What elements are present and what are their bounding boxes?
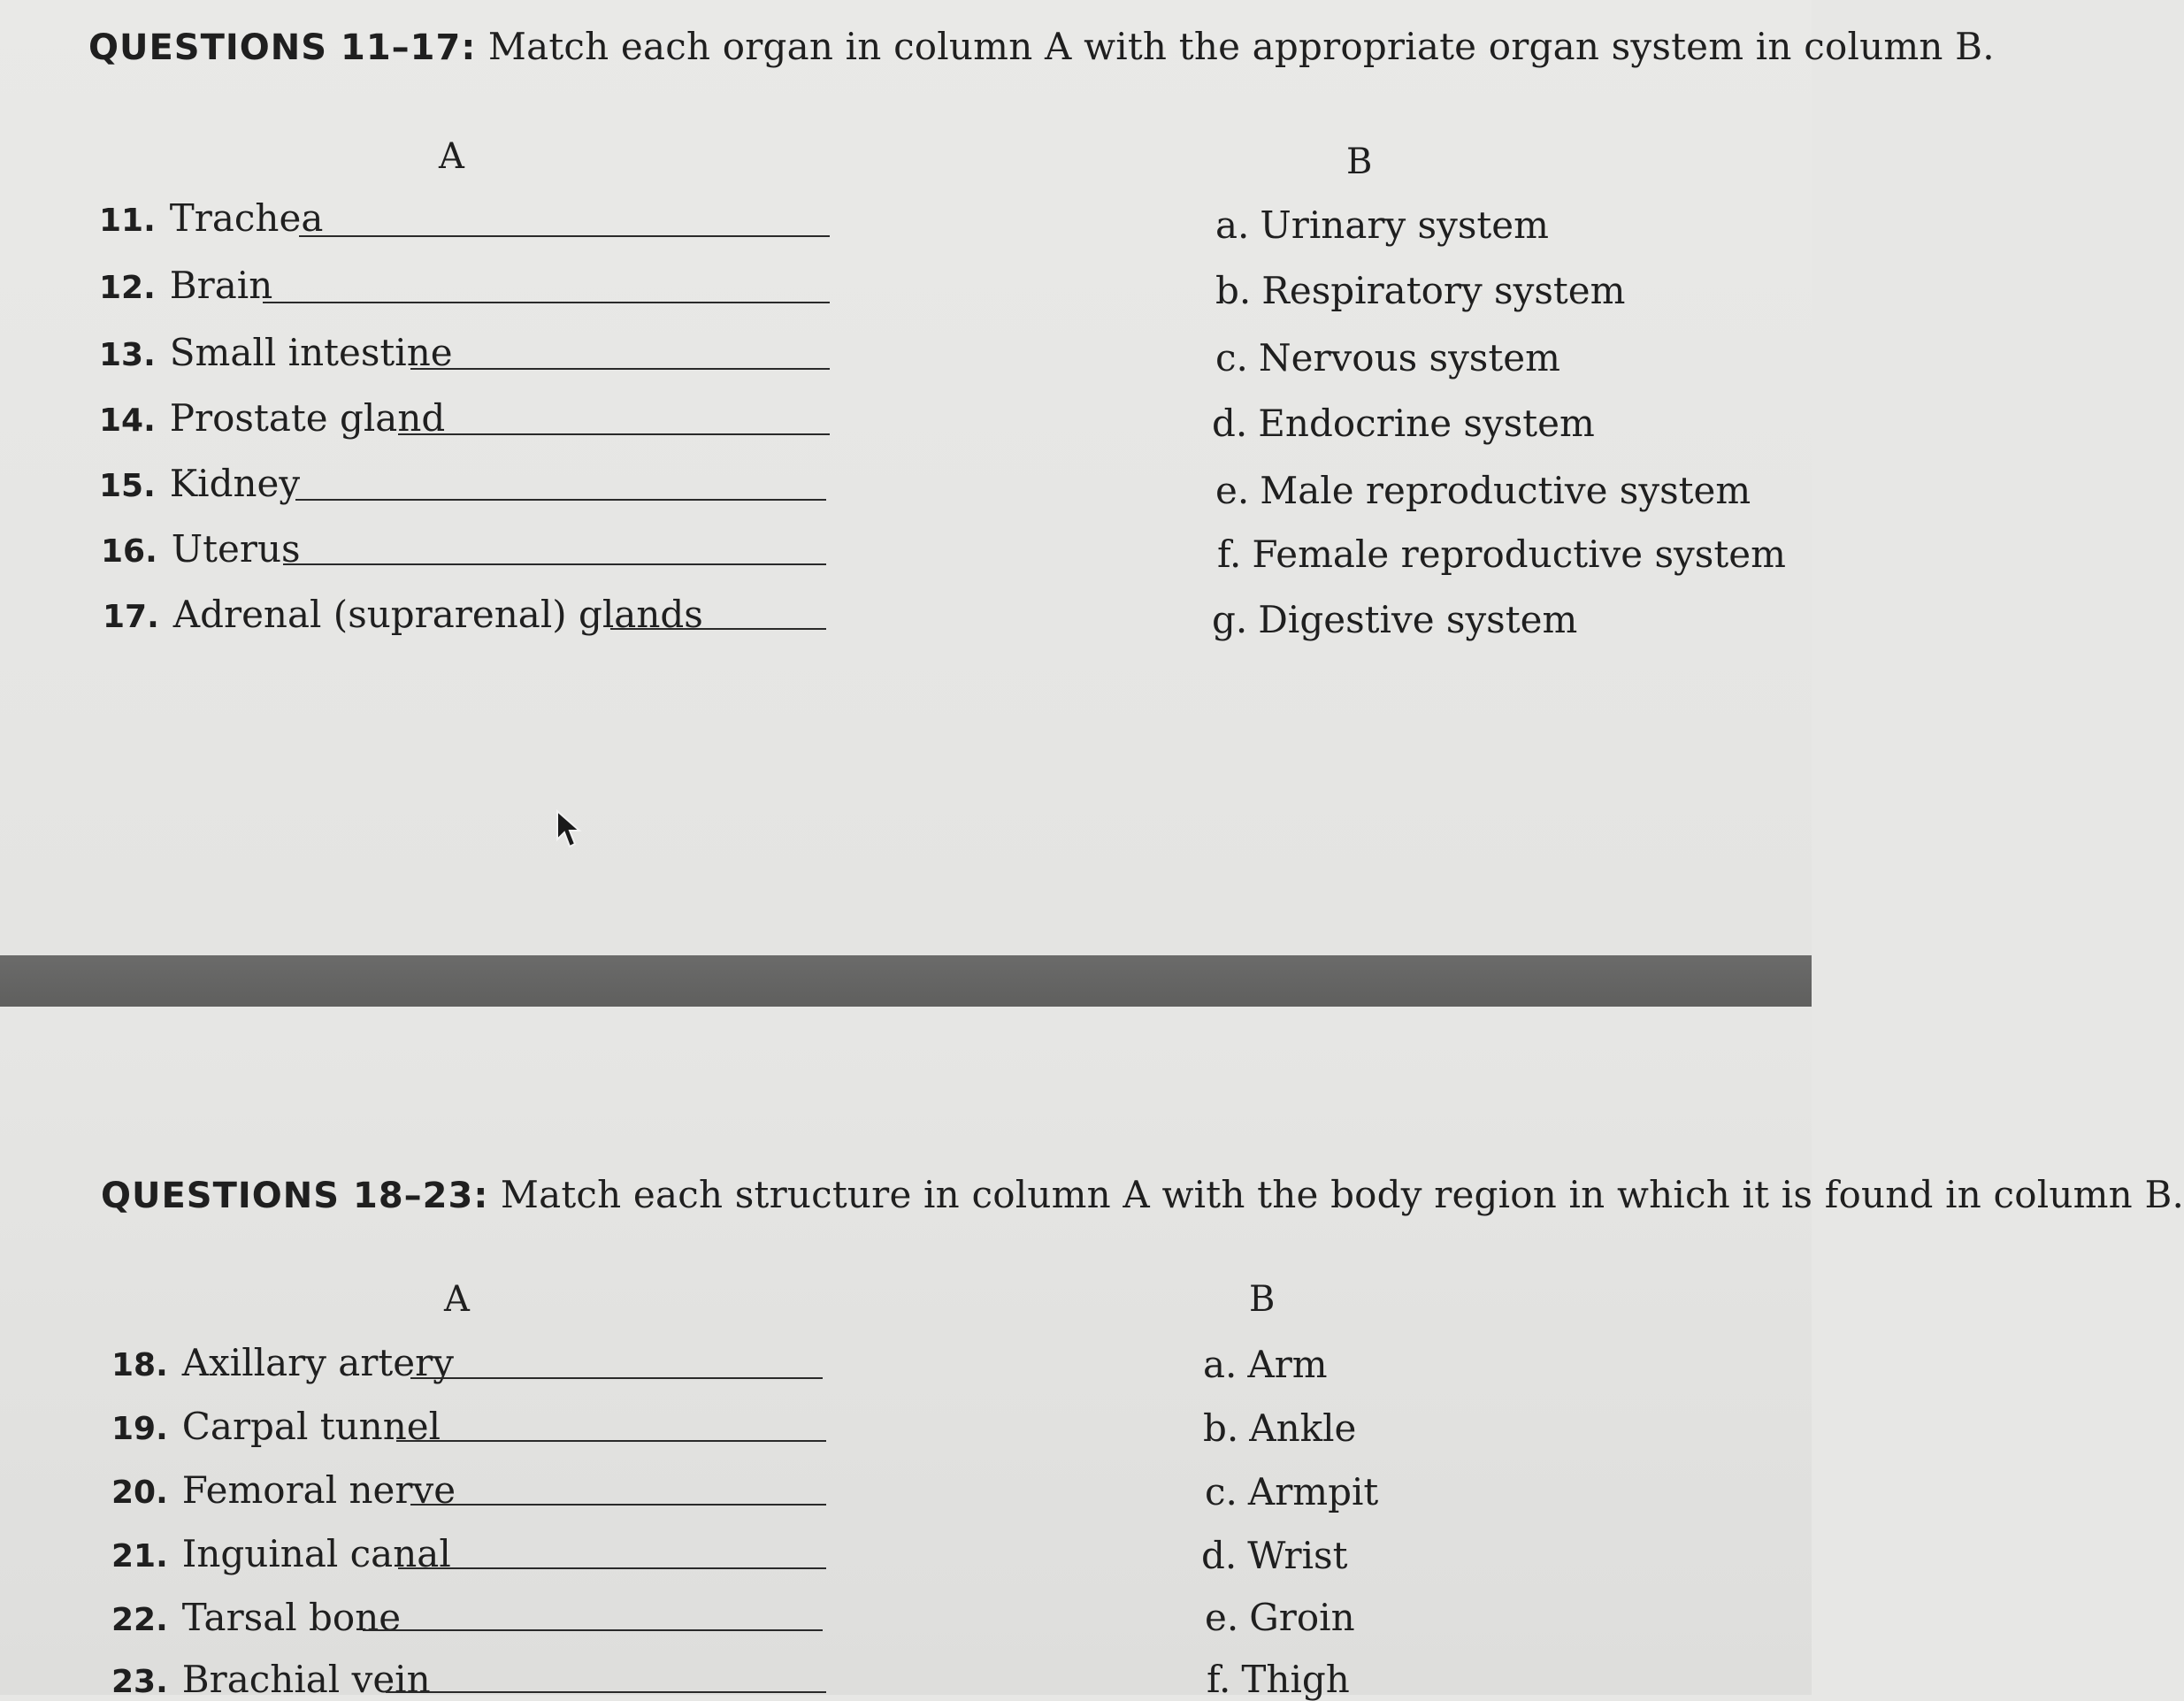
- answer-blank-22[interactable]: [363, 1629, 823, 1631]
- option-letter: d.: [1201, 1534, 1238, 1577]
- option-letter: c.: [1215, 336, 1248, 379]
- section2-column-b-header: B: [1249, 1279, 1276, 1320]
- answer-blank-14[interactable]: [398, 433, 830, 435]
- section2-label: QUESTIONS 18–23:: [101, 1176, 489, 1216]
- question-text: Adrenal (suprarenal) glands: [172, 593, 703, 636]
- option-text: Male reproductive system: [1260, 469, 1751, 512]
- answer-blank-16[interactable]: [283, 563, 826, 565]
- section2-option-f: [1207, 1658, 1350, 1701]
- section2-instruction: Match each structure in column A with the body region in which it is found in column B.: [500, 1173, 2184, 1216]
- option-letter: c.: [1205, 1470, 1238, 1513]
- option-text: Groin: [1249, 1596, 1355, 1639]
- question-text: Inguinal canal: [181, 1532, 451, 1575]
- question-number: 11.: [99, 203, 156, 239]
- option-letter: g.: [1212, 598, 1248, 641]
- option-text: Ankle: [1249, 1406, 1357, 1450]
- question-16: [101, 527, 301, 571]
- answer-blank-23[interactable]: [386, 1691, 826, 1693]
- question-number: 13.: [99, 337, 156, 373]
- option-text: Respiratory system: [1261, 269, 1626, 312]
- section1-heading: [88, 25, 1995, 68]
- option-text: Armpit: [1247, 1470, 1379, 1513]
- question-text: Brain: [169, 264, 273, 307]
- question-number: 20.: [111, 1475, 168, 1511]
- question-number: 22.: [111, 1602, 168, 1638]
- option-text: Nervous system: [1258, 336, 1560, 379]
- question-number: 16.: [101, 533, 157, 570]
- section2-option-c: [1205, 1470, 1378, 1513]
- question-number: 15.: [99, 468, 156, 504]
- section2-option-d: [1201, 1534, 1347, 1577]
- option-letter: b.: [1215, 269, 1252, 312]
- section1-label: QUESTIONS 11–17:: [88, 27, 477, 68]
- question-text: Tarsal bone: [181, 1596, 402, 1639]
- option-text: Digestive system: [1258, 598, 1578, 641]
- question-15: [99, 462, 300, 505]
- section1-option-g: [1212, 598, 1577, 641]
- question-11: [99, 196, 323, 240]
- question-number: 12.: [99, 270, 156, 306]
- section1-column-a-header: A: [439, 136, 464, 177]
- section1-option-e: [1215, 469, 1751, 512]
- option-letter: a.: [1203, 1343, 1238, 1386]
- section2-option-a: [1203, 1343, 1328, 1386]
- question-text: Prostate gland: [169, 396, 446, 440]
- question-23: [111, 1658, 431, 1701]
- page-divider-band: [0, 955, 1812, 1007]
- question-number: 17.: [103, 599, 159, 635]
- question-text: Trachea: [169, 196, 324, 240]
- question-19: [111, 1405, 441, 1448]
- option-text: Female reproductive system: [1252, 533, 1786, 576]
- section1-option-d: [1212, 402, 1595, 445]
- question-text: Kidney: [169, 462, 301, 505]
- mouse-pointer-icon: [556, 809, 582, 850]
- question-text: Femoral nerve: [181, 1468, 456, 1512]
- question-12: [99, 264, 272, 307]
- section1-option-c: [1215, 336, 1560, 379]
- question-13: [99, 331, 453, 374]
- option-text: Arm: [1247, 1343, 1328, 1386]
- section2-option-b: [1203, 1406, 1356, 1450]
- option-letter: e.: [1215, 469, 1250, 512]
- answer-blank-15[interactable]: [295, 499, 826, 501]
- question-text: Axillary artery: [181, 1341, 454, 1384]
- option-letter: e.: [1205, 1596, 1239, 1639]
- option-letter: f.: [1207, 1658, 1231, 1701]
- question-text: Small intestine: [169, 331, 453, 374]
- section1-instruction: Match each organ in column A with the appropriate organ system in column B.: [487, 25, 1995, 68]
- answer-blank-13[interactable]: [410, 368, 830, 370]
- question-text: Carpal tunnel: [181, 1405, 441, 1448]
- answer-blank-17[interactable]: [610, 628, 826, 630]
- answer-blank-11[interactable]: [299, 235, 830, 237]
- section1-option-a: [1215, 203, 1549, 247]
- section1-option-b: [1215, 269, 1625, 312]
- question-20: [111, 1468, 456, 1512]
- section1-option-f: [1217, 533, 1786, 576]
- question-number: 23.: [111, 1664, 168, 1700]
- option-text: Endocrine system: [1258, 402, 1595, 445]
- question-number: 19.: [111, 1411, 168, 1447]
- option-letter: b.: [1203, 1406, 1239, 1450]
- answer-blank-18[interactable]: [410, 1377, 823, 1379]
- section2-heading: [101, 1173, 2184, 1216]
- question-text: Brachial vein: [181, 1658, 431, 1701]
- question-number: 14.: [99, 402, 156, 439]
- question-text: Uterus: [171, 527, 301, 571]
- section2-option-e: [1205, 1596, 1355, 1639]
- option-text: Thigh: [1241, 1658, 1350, 1701]
- question-14: [99, 396, 445, 440]
- option-letter: f.: [1217, 533, 1242, 576]
- section1-column-b-header: B: [1346, 142, 1373, 182]
- answer-blank-20[interactable]: [410, 1504, 826, 1506]
- question-number: 21.: [111, 1538, 168, 1575]
- answer-blank-12[interactable]: [263, 302, 830, 303]
- answer-blank-19[interactable]: [396, 1440, 826, 1442]
- option-letter: a.: [1215, 203, 1250, 247]
- option-letter: d.: [1212, 402, 1248, 445]
- answer-blank-21[interactable]: [398, 1567, 826, 1569]
- question-22: [111, 1596, 401, 1639]
- option-text: Wrist: [1247, 1534, 1348, 1577]
- section2-column-a-header: A: [444, 1279, 470, 1320]
- question-number: 18.: [111, 1347, 168, 1383]
- option-text: Urinary system: [1260, 203, 1549, 247]
- question-18: [111, 1341, 454, 1384]
